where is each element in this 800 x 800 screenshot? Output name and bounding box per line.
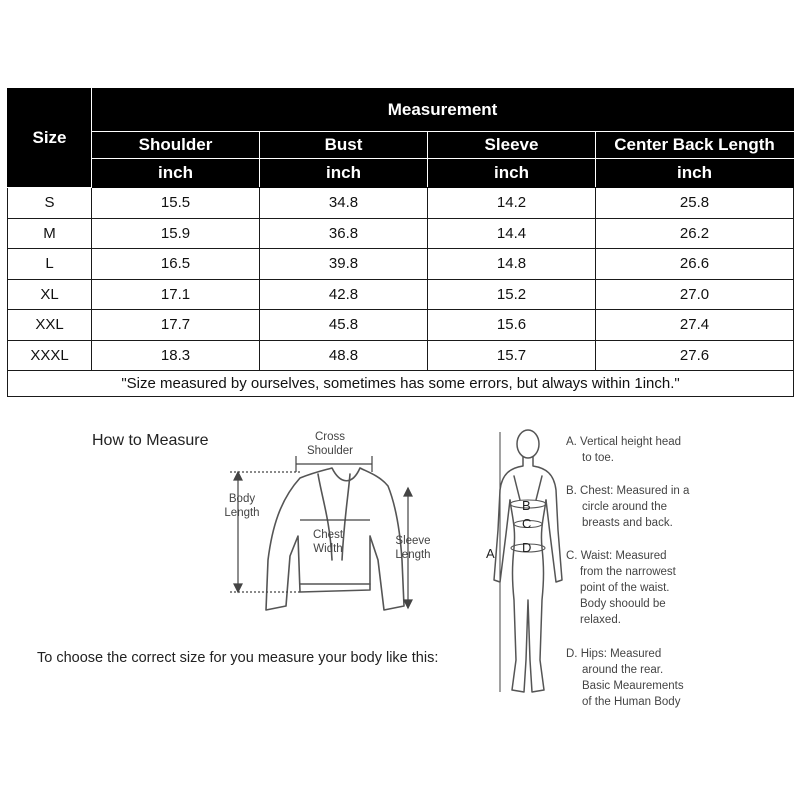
table-row [8, 218, 794, 249]
chest-width-label: Chest Width [312, 529, 344, 555]
table-cell: 27.4 [596, 310, 794, 341]
table-cell: 15.2 [428, 279, 596, 310]
marker-b: B [522, 498, 531, 513]
table-cell: 26.2 [596, 218, 794, 249]
marker-c: C [522, 516, 532, 531]
size-cell: L [8, 249, 92, 280]
unit-header-bust: inch [260, 159, 428, 188]
table-row [8, 188, 794, 219]
table-cell: 17.7 [92, 310, 260, 341]
column-header-center-back-length: Center Back Length [596, 132, 794, 159]
size-cell: M [8, 218, 92, 249]
marker-d: D [522, 540, 532, 555]
table-cell: 25.8 [596, 188, 794, 219]
column-header-bust: Bust [260, 132, 428, 159]
how-to-measure-title: How to Measure [92, 432, 209, 449]
table-row [8, 310, 794, 341]
legend-b: B. Chest: Measured in a circle around the breasts and back. [566, 485, 690, 529]
measurement-group-header: Measurement [92, 89, 794, 132]
cross-shoulder-label: Cross Shoulder [306, 431, 354, 457]
measure-instruction: To choose the correct size for you measure your body like this: [37, 650, 439, 666]
table-row [8, 279, 794, 310]
table-row [8, 340, 794, 371]
table-cell: 36.8 [260, 218, 428, 249]
table-cell: 15.5 [92, 188, 260, 219]
table-cell: 34.8 [260, 188, 428, 219]
table-cell: 45.8 [260, 310, 428, 341]
table-cell: 17.1 [92, 279, 260, 310]
unit-header-shoulder: inch [92, 159, 260, 188]
size-chart-table [7, 88, 794, 397]
table-cell: 39.8 [260, 249, 428, 280]
table-cell: 16.5 [92, 249, 260, 280]
unit-header-sleeve: inch [428, 159, 596, 188]
legend-d: D. Hips: Measured around the rear. Basic Meaurements of the Human Body [566, 648, 684, 708]
table-cell: 15.6 [428, 310, 596, 341]
body-length-label: Body Length [224, 493, 260, 519]
table-cell: 18.3 [92, 340, 260, 371]
table-cell: 14.2 [428, 188, 596, 219]
table-cell: 27.6 [596, 340, 794, 371]
table-cell: 42.8 [260, 279, 428, 310]
table-row [8, 249, 794, 280]
size-cell: XXL [8, 310, 92, 341]
column-header-sleeve: Sleeve [428, 132, 596, 159]
marker-a: A [486, 546, 495, 561]
sleeve-length-label: Sleeve Length [395, 535, 431, 561]
table-cell: 14.8 [428, 249, 596, 280]
legend-a: A. Vertical height head to toe. [566, 436, 682, 464]
size-note: "Size measured by ourselves, sometimes has some errors, but always within 1inch." [8, 371, 794, 397]
size-column-header: Size [8, 89, 92, 188]
size-cell: XL [8, 279, 92, 310]
legend-c: C. Waist: Measured from the narrowest point of the waist. Body shoould be relaxed. [566, 550, 676, 626]
column-header-shoulder: Shoulder [92, 132, 260, 159]
table-cell: 27.0 [596, 279, 794, 310]
table-cell: 14.4 [428, 218, 596, 249]
unit-header-center-back-length: inch [596, 159, 794, 188]
table-cell: 48.8 [260, 340, 428, 371]
table-cell: 15.7 [428, 340, 596, 371]
table-cell: 26.6 [596, 249, 794, 280]
size-cell: S [8, 188, 92, 219]
table-cell: 15.9 [92, 218, 260, 249]
note-row [8, 371, 794, 397]
size-cell: XXXL [8, 340, 92, 371]
